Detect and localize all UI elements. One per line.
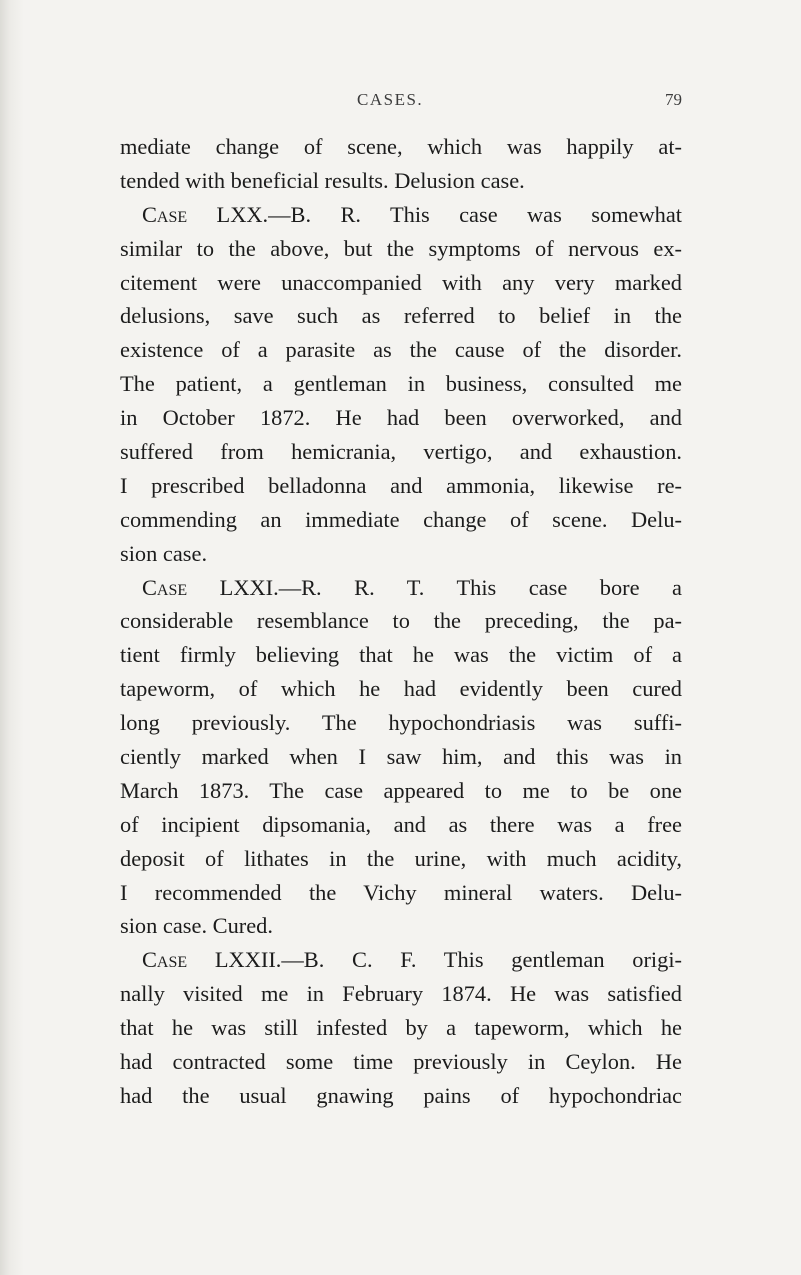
text-line: delusions, save such as referred to belief in the	[120, 303, 682, 329]
text-line: had contracted some time previously in Ceylon. He	[120, 1049, 682, 1075]
text-line: tended with beneficial results. Delusion case.	[120, 167, 525, 193]
text-line: nally visited me in February 1874. He was satisfied	[120, 981, 682, 1007]
text-line: I recommended the Vichy mineral waters. Delu-	[120, 879, 682, 905]
paragraph-case-lxxi	[120, 571, 682, 944]
text-line: suffered from hemicrania, vertigo, and exhaustion.	[120, 439, 682, 465]
text-line: long previously. The hypochondriasis was suffi-	[120, 710, 682, 736]
text-line: I prescribed belladonna and ammonia, likewise re-	[120, 472, 682, 498]
text-line: similar to the above, but the symptoms of nervous ex-	[120, 235, 682, 261]
body-text	[120, 130, 682, 1113]
case-heading-text: LXXI.—R. R. T. This case bore a	[187, 574, 682, 600]
page-header	[120, 90, 682, 116]
text-line: tapeworm, of which he had evidently been cured	[120, 676, 682, 702]
paragraph-case-lxx	[120, 198, 682, 571]
paragraph	[120, 130, 682, 198]
text-line: sion case. Cured.	[120, 913, 273, 939]
case-heading-text: LXX.—B. R. This case was somewhat	[187, 201, 682, 227]
case-label: Case	[142, 574, 188, 600]
text-line: commending an immediate change of scene. Delu-	[120, 506, 682, 532]
text-line: deposit of lithates in the urine, with much acidity,	[120, 845, 682, 871]
page-number: 79	[665, 90, 682, 109]
text-line: citement were unaccompanied with any very marked	[120, 269, 682, 295]
text-line: of incipient dipsomania, and as there was a free	[120, 811, 682, 837]
text-line: The patient, a gentleman in business, consulted me	[120, 371, 682, 397]
case-label: Case	[142, 947, 188, 973]
text-line	[120, 571, 682, 605]
text-line: considerable resemblance to the preceding, the pa-	[120, 608, 682, 634]
text-line: had the usual gnawing pains of hypochondriac	[120, 1082, 682, 1108]
text-line: tient firmly believing that he was the victim of a	[120, 642, 682, 668]
running-head: CASES.	[357, 90, 424, 109]
text-line: that he was still infested by a tapeworm, which he	[120, 1015, 682, 1041]
text-line	[120, 943, 682, 977]
text-line: March 1873. The case appeared to me to be one	[120, 777, 682, 803]
paragraph-case-lxxii	[120, 943, 682, 1112]
case-heading-text: LXXII.—B. C. F. This gentleman origi-	[187, 947, 682, 973]
text-line: sion case.	[120, 540, 208, 566]
text-line: ciently marked when I saw him, and this was in	[120, 744, 682, 770]
text-line	[120, 198, 682, 232]
text-line: in October 1872. He had been overworked, and	[120, 405, 682, 431]
text-line: existence of a parasite as the cause of the disorder.	[120, 337, 682, 363]
case-label: Case	[142, 201, 188, 227]
text-line: mediate change of scene, which was happily at-	[120, 134, 682, 159]
